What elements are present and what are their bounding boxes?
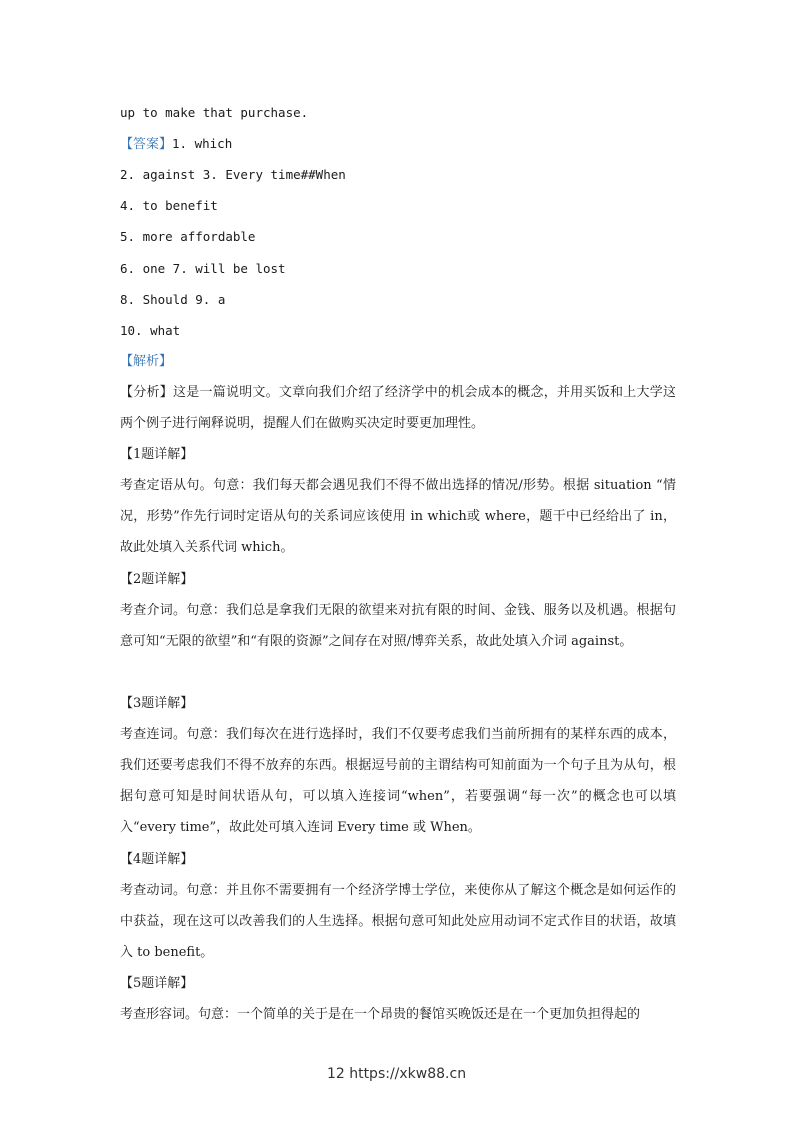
answer-2-3: 2. against 3. Every time##When [120, 167, 346, 182]
answer-1: 1. which [172, 136, 233, 151]
q2-explanation: 考查介词。句意：我们总是拿我们无限的欲望来对抗有限的时间、金钱、服务以及机遇。根据句意可知“无限的欲望”和“有限的资源”之间存在对照/博弈关系，故此处填入介词 against。 [120, 603, 676, 649]
q1-explanation: 考查定语从句。句意：我们每天都会遇见我们不得不做出选择的情况/形势。根据 situation “情况，形势”作先行词时定语从句的关系词应该使用 in which或 where，题干中已经给出了 in，故此处填入关系代词 which。 [120, 478, 676, 555]
q5-explanation: 考查形容词。句意：一个简单的关于是在一个昂贵的餐馆买晚饭还是在一个更加负担得起的 [120, 1007, 641, 1022]
answer-line-1 [120, 128, 676, 160]
q3-explanation: 考查连词。句意：我们每次在进行选择时，我们不仅要考虑我们当前所拥有的某样东西的成本，我们还要考虑我们不得不放弃的东西。根据逗号前的主谓结构可知前面为一个句子且为从句，根据句意可知是时间状语从句，可以填入连接词“when”，若要强调“每一次”的概念也可以填入“every time”，故此处可填入连词 Every time 或 When。 [120, 727, 676, 835]
q5-heading: 【5题详解】 [120, 976, 194, 991]
q4-heading: 【4题详解】 [120, 852, 194, 867]
continued-text-line: up to make that purchase. [120, 105, 309, 120]
answer-8-9: 8. Should 9. a [120, 292, 226, 307]
analysis-label: 【解析】 [120, 354, 173, 369]
q3-heading: 【3题详解】 [120, 696, 194, 711]
q2-heading: 【2题详解】 [120, 572, 194, 587]
answer-10: 10. what [120, 323, 181, 338]
answer-5: 5. more affordable [120, 229, 256, 244]
answer-6-7: 6. one 7. will be lost [120, 261, 286, 276]
q1-heading: 【1题详解】 [120, 447, 194, 462]
page-footer: 12 https://xkw88.cn [326, 1066, 467, 1082]
answer-4: 4. to benefit [120, 198, 218, 213]
answer-label: 【答案】 [120, 137, 173, 152]
q4-explanation: 考查动词。句意：并且你不需要拥有一个经济学博士学位，来使你从了解这个概念是如何运作的中获益，现在这可以改善我们的人生选择。根据句意可知此处应用动词不定式作目的状语，故填入 to benefit。 [120, 883, 676, 960]
analysis-summary: 【分析】这是一篇说明文。文章向我们介绍了经济学中的机会成本的概念，并用买饭和上大学这两个例子进行阐释说明，提醒人们在做购买决定时要更加理性。 [120, 385, 676, 431]
